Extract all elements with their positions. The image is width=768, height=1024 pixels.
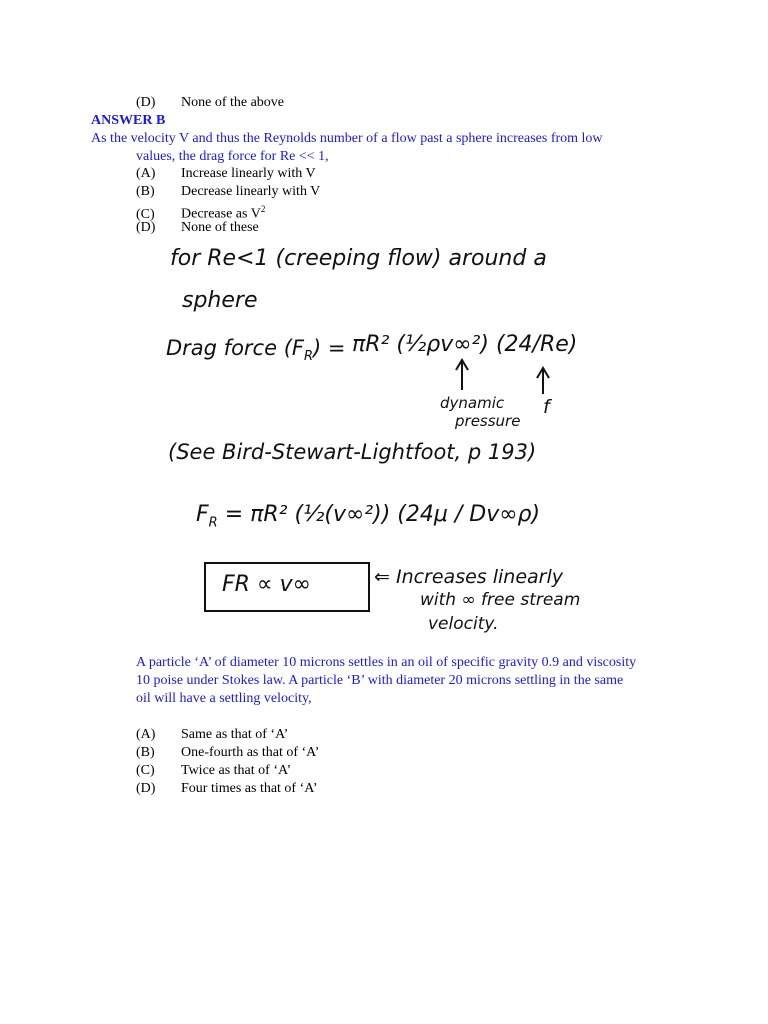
q1-option-b: [136, 183, 320, 200]
hw-conclusion2: with ∞ free stream: [420, 590, 581, 610]
question2-line1: A particle ‘A’ of diameter 10 microns settles in an oil of specific gravity 0.9 and viscosity: [136, 655, 637, 670]
hw-drag-expression: πR² (½ρv∞²) (24/Re): [352, 332, 578, 357]
option-label: (D): [136, 781, 156, 796]
option-text: Increase linearly with V: [181, 166, 316, 181]
q2-option-a: [136, 726, 288, 743]
hw-reference: (See Bird-Stewart-Lightfoot, p 193): [168, 440, 537, 464]
question1-line1: As the velocity V and thus the Reynolds number of a flow past a sphere increases from low: [91, 131, 603, 146]
option-label: (B): [136, 184, 155, 199]
question2-line3: oil will have a settling velocity,: [136, 691, 312, 706]
option-label: (D): [136, 95, 156, 110]
option-label: (A): [136, 727, 156, 742]
hw-conclusion3: velocity.: [428, 614, 499, 634]
option-text: Decrease as V: [181, 206, 261, 222]
question1-line2: values, the drag force for Re << 1,: [136, 149, 329, 164]
q1-option-a: [136, 165, 316, 182]
hw-drag-label: Drag force (F: [166, 336, 304, 360]
option-label: (A): [136, 166, 156, 181]
option-label: (C): [136, 763, 155, 778]
hw-drag-close: ) =: [313, 336, 346, 360]
answer-heading: ANSWER B: [91, 113, 166, 128]
option-label: (B): [136, 745, 155, 760]
hw-fr-equation: $F_R = \pi R^2$ (½(v∞²)) (24μ / Dv∞ρ): [196, 502, 541, 531]
option-superscript: 2: [260, 204, 266, 214]
hw-fr-symbol: F: [196, 502, 209, 527]
option-text: Same as that of ‘A’: [181, 727, 289, 742]
option-text: Decrease linearly with V: [181, 184, 321, 199]
hw-note-f: f: [543, 396, 550, 418]
hw-note-dynamic: dynamic: [440, 394, 505, 412]
option-text: Four times as that of ‘A’: [181, 781, 318, 796]
q2-option-b: [136, 744, 319, 761]
option-text: None of these: [181, 220, 259, 235]
question2-line2: 10 poise under Stokes law. A particle ‘B’ with diameter 20 microns settling in the same: [136, 673, 624, 688]
q2-option-d: [136, 780, 317, 797]
hw-drag-subscript: R: [303, 349, 314, 365]
hw-note-pressure: pressure: [455, 412, 521, 430]
option-label: (D): [136, 220, 156, 235]
q1-option-d: [136, 219, 259, 236]
hw-conclusion1: ⇐ Increases linearly: [374, 566, 563, 588]
option-text: One-fourth as that of ‘A’: [181, 745, 320, 760]
q2-option-c: [136, 762, 291, 779]
option-label: (C): [136, 206, 155, 222]
hw-boxed-result: FR ∝ v∞: [222, 572, 311, 597]
hw-fr-rest: = πR² (½(v∞²)) (24μ / Dv∞ρ): [217, 502, 541, 527]
hw-line1: for Re<1 (creeping flow) around a: [170, 246, 547, 271]
option-text: None of the above: [181, 95, 285, 110]
hw-line2: sphere: [182, 288, 258, 313]
option-text: Twice as that of ‘A’: [181, 763, 292, 778]
prev-option-d: [136, 94, 284, 111]
hw-arrows: [150, 240, 590, 440]
